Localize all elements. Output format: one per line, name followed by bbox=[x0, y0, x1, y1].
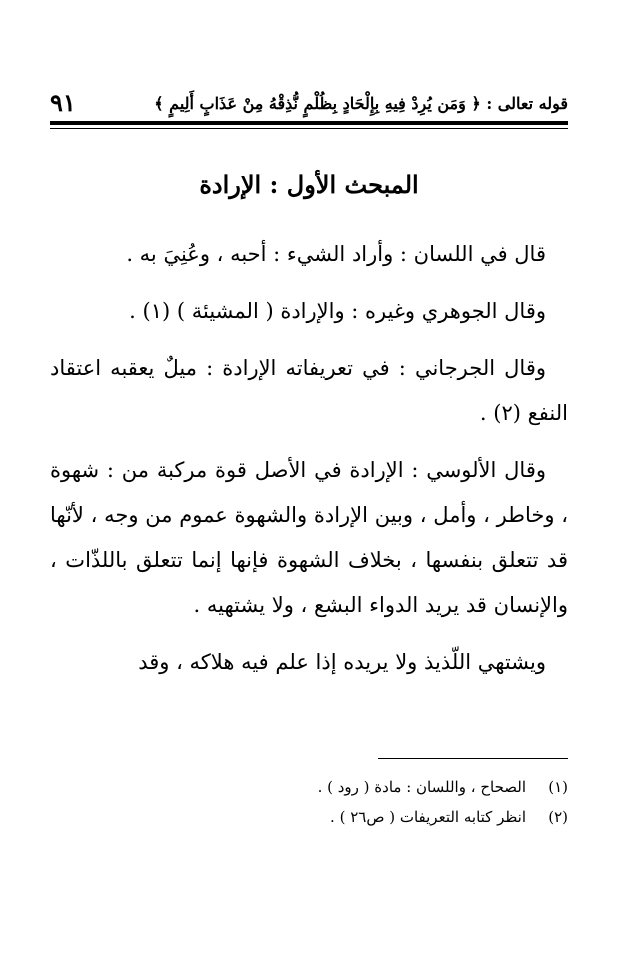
header-rule-thick bbox=[50, 121, 568, 125]
paragraph: ويشتهي اللّذيذ ولا يريده إذا علم فيه هلاكه ، وقد bbox=[138, 650, 546, 674]
paragraph: قال في اللسان : وأراد الشيء : أحبه ، وعُنِيَ به . bbox=[126, 242, 546, 266]
body-text bbox=[50, 232, 568, 697]
page-header bbox=[50, 88, 568, 122]
footnote-text: انظر كتابه التعريفات ( ص٢٦ ) . bbox=[330, 808, 526, 826]
footnote bbox=[50, 802, 568, 832]
footnote-separator bbox=[378, 758, 568, 759]
paragraph: وقال الجوهري وغيره : والإرادة ( المشيئة ) (١) . bbox=[129, 299, 546, 323]
section-title: المبحث الأول : الإرادة bbox=[199, 170, 419, 199]
footnotes bbox=[50, 772, 568, 832]
footnote-number: (١) bbox=[548, 778, 568, 796]
paragraph: وقال الجرجاني : في تعريفاته الإرادة : ميلٌ يعقبه اعتقاد النفع (٢) . bbox=[50, 356, 568, 425]
paragraph: وقال الألوسي : الإرادة في الأصل قوة مركبة من : شهوة ، وخاطر ، وأمل ، وبين الإرادة والشهوة عموم من وجه ، لأنّها قد تتعلق بنفسها ، بخلاف الشهوة فإنها إنما تتعلق باللذّات ، والإنسان قد يريد الدواء البشع ، ولا يشتهيه . bbox=[50, 458, 568, 617]
footnote-text: الصحاح ، واللسان : مادة ( رود ) . bbox=[317, 778, 526, 796]
footnote bbox=[50, 772, 568, 802]
footnote-number: (٢) bbox=[548, 808, 568, 826]
header-rule-thin bbox=[50, 128, 568, 129]
running-head: قوله تعالى : ﴿ وَمَن يُرِدْ فِيهِ بِإِلْحَادٍ بِظُلْمٍ نُّذِقْهُ مِنْ عَذَابٍ أَلِيمٍ ﴾ bbox=[154, 94, 568, 113]
page-number: ٩١ bbox=[50, 88, 76, 117]
